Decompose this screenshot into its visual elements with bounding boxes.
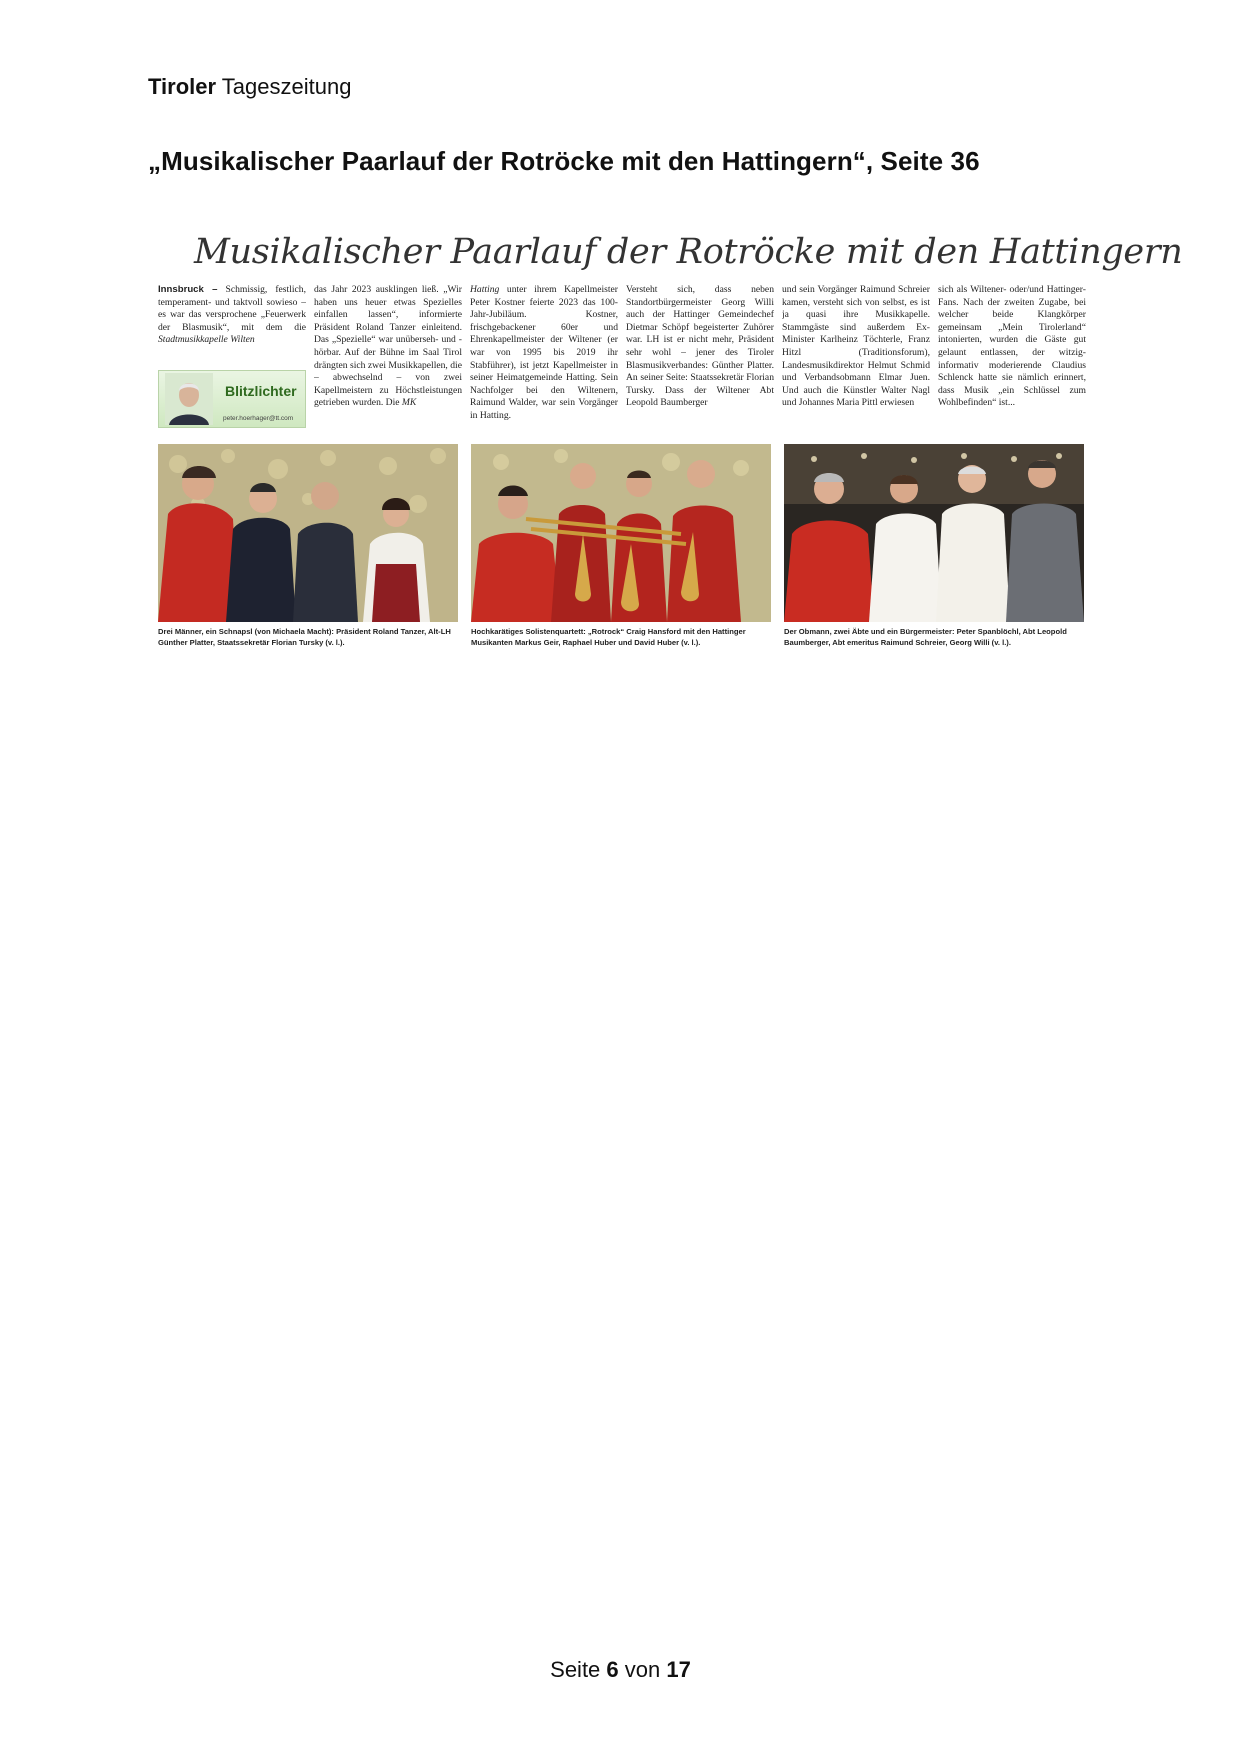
article-col2-italic: MK (401, 397, 417, 409)
article-column-1 (158, 284, 306, 434)
photo-caption-3: Der Obmann, zwei Äbte und ein Bürgermeister: Peter Spanblöchl, Abt Leopold Baumberger, Abt emeritus Raimund Schreier, Georg Willi (v. l.). (784, 627, 1067, 647)
article-column-3 (470, 284, 618, 434)
author-portrait-icon (165, 373, 213, 425)
source-line (148, 74, 351, 100)
photo-soloist-quartet (471, 444, 771, 622)
article-column-6: sich als Wiltener- oder/und Hattinger-Fans. Nach der zweiten Zugabe, bei welcher beide Klangkörper gemeinsam „Mein Tirolerland“ intonierten, wurden die Gäste gut gelaunt entlassen, der witzig-informativ moderierende Claudius Schlenck hatte sie nämlich erinnert, dass Musik „ein Schlüssel zum Wohlbefinden“ ist... (938, 284, 1086, 409)
article-col3-italic: Hatting (470, 284, 500, 295)
photo-abbots-mayor (784, 444, 1084, 622)
photo-caption-2: Hochkarätiges Solistenquartett: „Rotrock“ Craig Hansford mit den Hattinger Musikanten Markus Geir, Raphael Huber und David Huber (v. l.). (471, 627, 746, 647)
article-columns (158, 284, 1084, 434)
article-col3-text: unter ihrem Kapellmeister Peter Kostner feierte 2023 das 100-Jahr-Jubiläum. Kostner, frischgebackener 60er und Ehrenkapellmeister der Wiltener (er war von 1995 bis 2019 ihr Stabführer), ist jetzt Kapellmeister in seiner Heimatgemeinde Hatting. Sein Nachfolger bei den Wiltenern, Raimund Walder, war sein Vorgänger in Hatting. (470, 284, 618, 421)
footer-prefix: Seite (550, 1657, 607, 1682)
article-dateline: Innsbruck – (158, 284, 218, 295)
author-email: peter.hoerhager@tt.com (223, 415, 294, 422)
blitzlichter-label: Blitzlichter (225, 383, 297, 399)
footer-middle: von (618, 1657, 667, 1682)
photo-three-men (158, 444, 458, 622)
source-name-bold: Tiroler (148, 74, 217, 99)
source-name-rest: Tageszeitung (216, 74, 352, 99)
article-column-5: und sein Vorgänger Raimund Schreier kamen, versteht sich von selbst, es ist ja quasi ihre Musikkapelle. Stammgäste sind außerdem Ex-Minister Karlheinz Töchterle, Franz Hitzl (Traditionsforum), Landesmusikdirektor Helmut Schmid und Verbandsobmann Elmar Juen. Und auch die Künstler Walter Nagl und Johannes Maria Pittl erwiesen (782, 284, 930, 409)
clipping-title: Musikalischer Paarlauf der Rotröcke mit den Hattingern (194, 232, 1183, 272)
article-col1-italic: Stadtmusikkapelle Wilten (158, 334, 255, 346)
article-col2-text: das Jahr 2023 ausklingen ließ. „Wir haben uns heuer etwas Spezielles einfallen lassen“, informierte Präsident Roland Tanzer einleitend. Das „Spezielle“ war unüberseh- und -hörbar. Auf der Bühne im Saal Tirol drängten sich zwei Musikkapellen, die – abwechselnd – von zwei Kapellmeistern zu Höchstleistungen getrieben wurden. Die (314, 284, 462, 409)
footer-total-pages: 17 (666, 1657, 691, 1682)
newspaper-clipping (158, 232, 1183, 652)
blitzlichter-box (158, 370, 306, 428)
page-footer (0, 1657, 1241, 1683)
article-column-4: Versteht sich, dass neben Standortbürgermeister Georg Willi auch der Hattinger Gemeindechef Dietmar Schöpf begeisterter Zuhörer war. LH ist er nicht mehr, Präsident sehr wohl – jener des Tiroler Blasmusikverbandes: Günther Platter. An seiner Seite: Staatssekretär Florian Tursky. Dass der Wiltener Abt Leopold Baumberger (626, 284, 774, 409)
article-column-2 (314, 284, 462, 434)
article-col1-text: Schmissig, festlich, temperament- und taktvoll sowieso – es war das versprochene „Feuerwerk der Blasmusik“, mit dem die (158, 284, 306, 333)
photo-caption-1: Drei Männer, ein Schnapsl (von Michaela Macht): Präsident Roland Tanzer, Alt-LH Günther Platter, Staatssekretär Florian Tursky (v. l.). (158, 627, 451, 647)
document-headline: „Musikalischer Paarlauf der Rotröcke mit den Hattingern“, Seite 36 (148, 146, 980, 176)
footer-page-number: 6 (606, 1657, 619, 1682)
